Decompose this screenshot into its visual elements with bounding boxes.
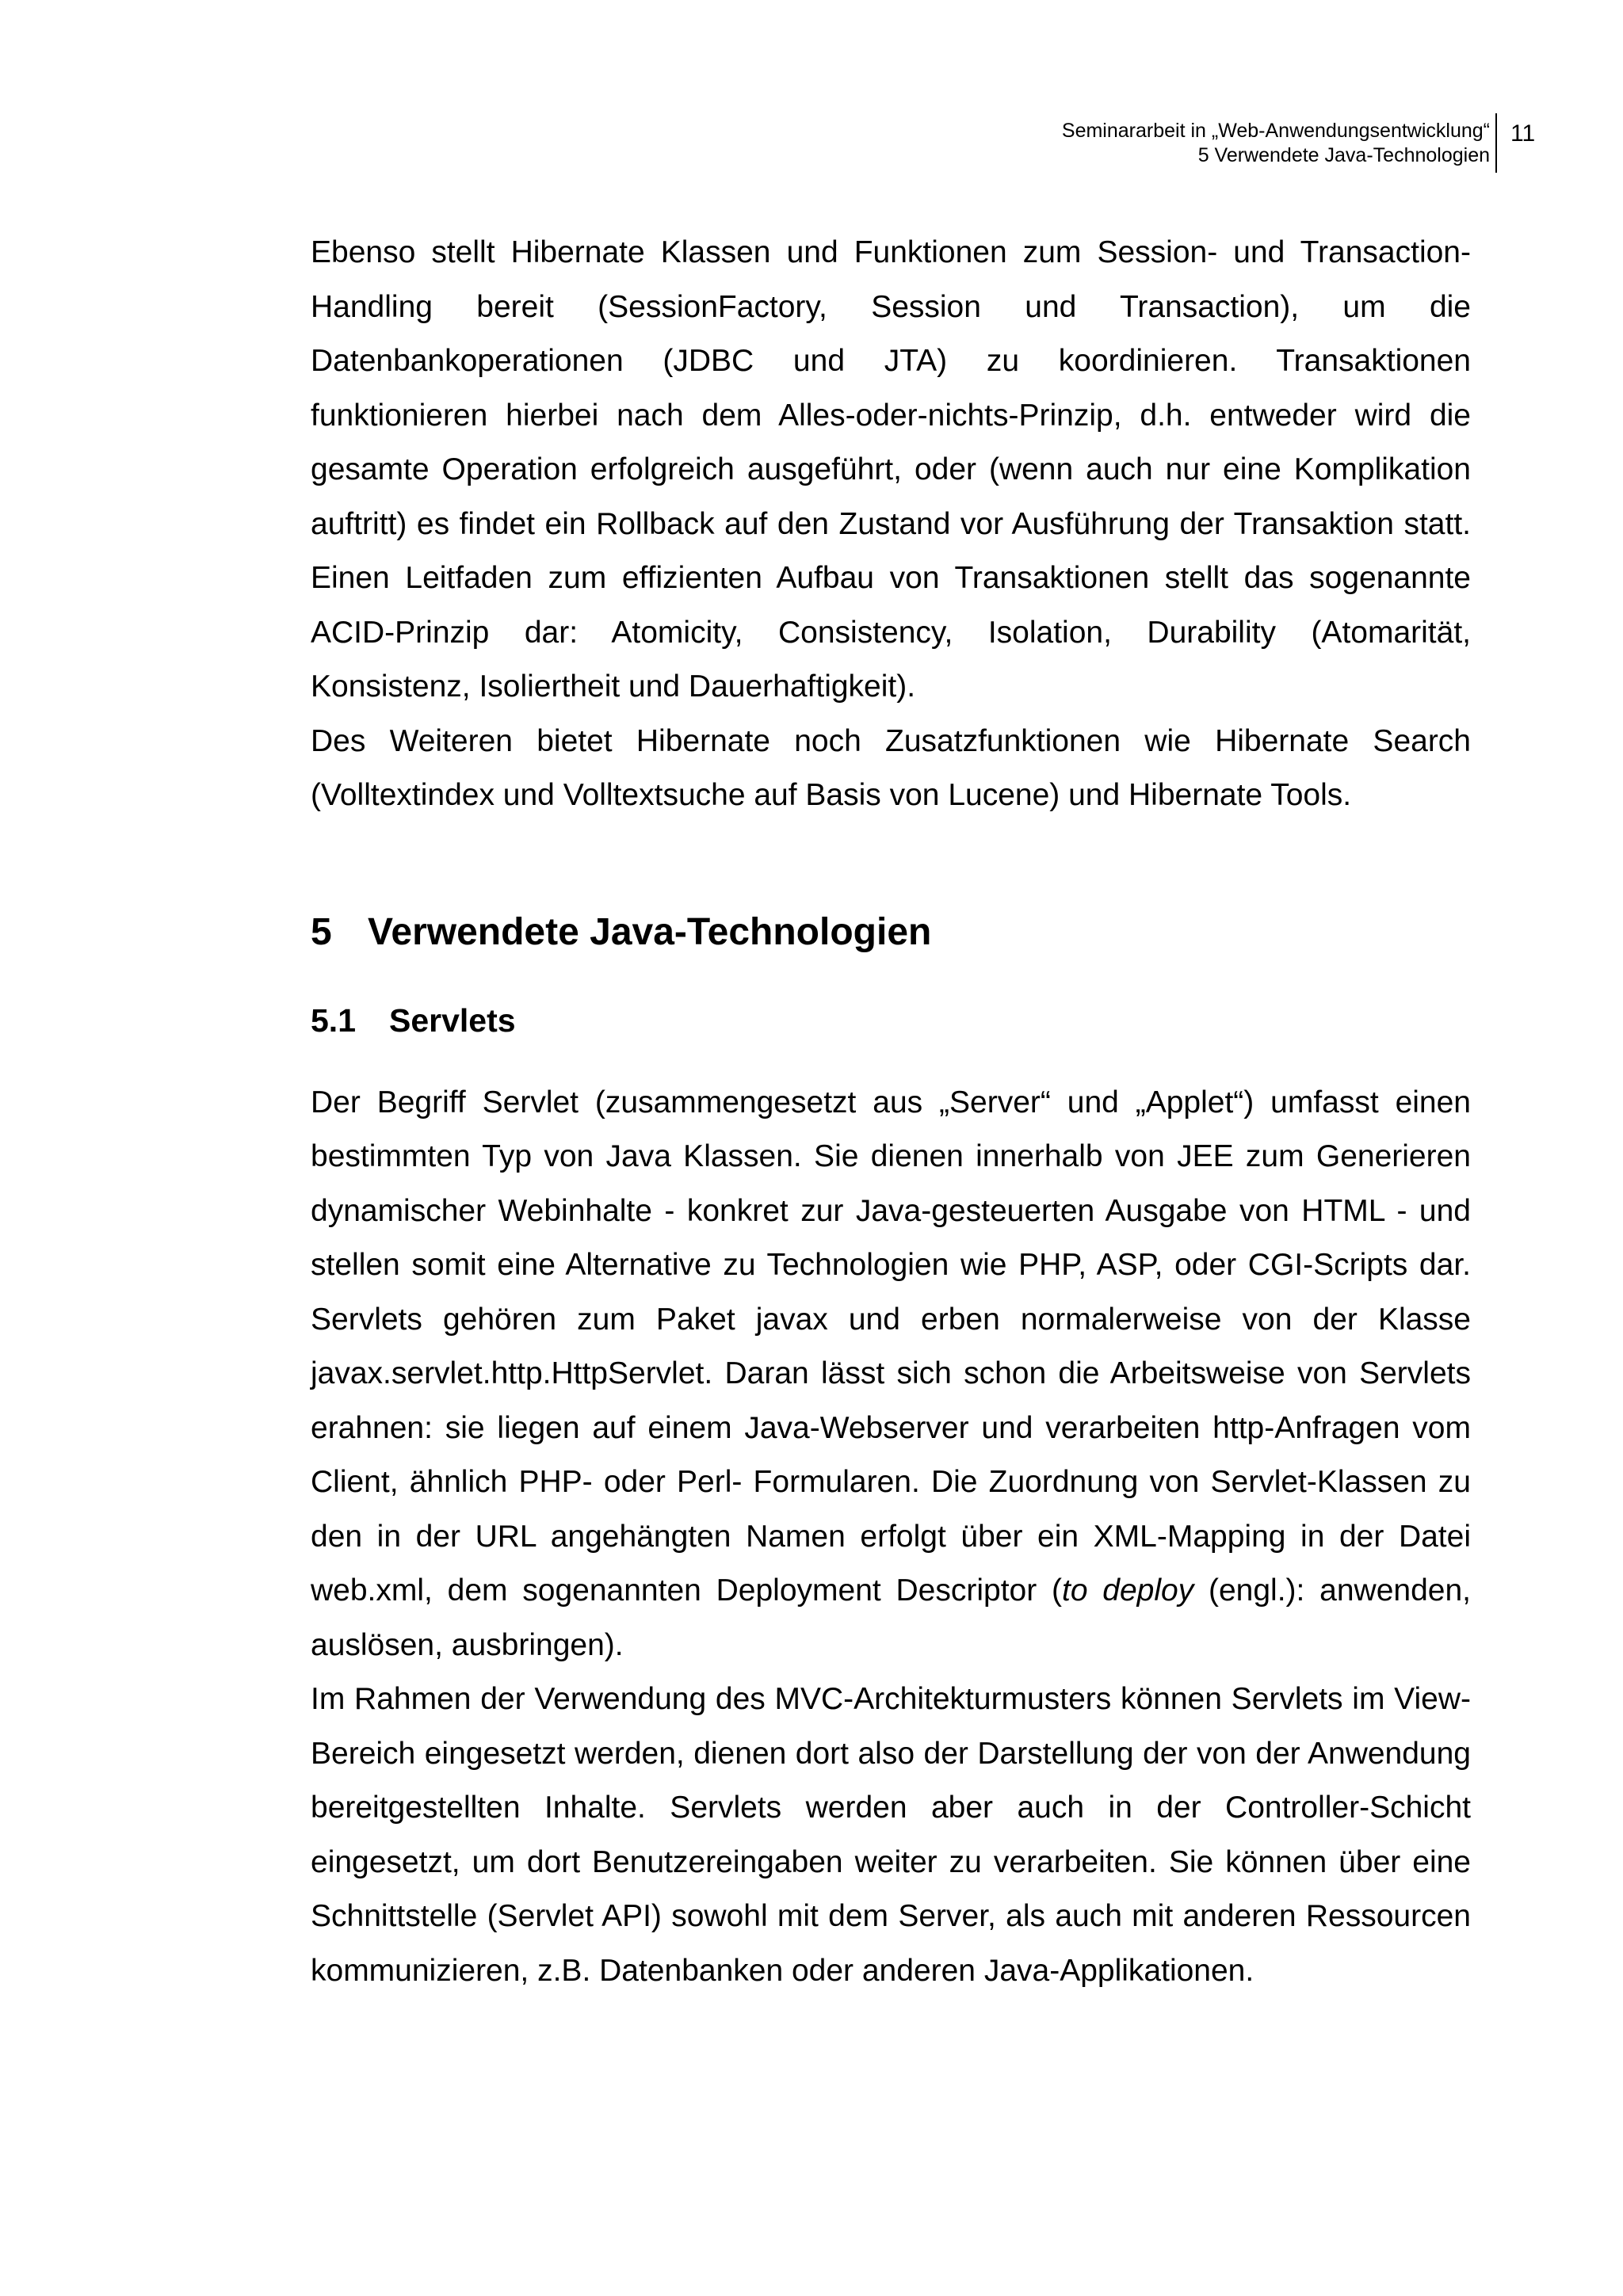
- body-paragraph: Im Rahmen der Verwendung des MVC-Architekturmusters können Servlets im View-Bereich eingesetzt werden, dienen dort also der Darstellung der von der Anwendung bereitgestellten Inhalte. Servlets werden aber auch in der Controller-Schicht eingesetzt, um dort Benutzereingaben weiter zu verarbeiten. Sie können über eine Schnittstelle (Servlet API) sowohl mit dem Server, als auch mit anderen Ressourcen kommunizieren, z.B. Datenbanken oder anderen Java-Applikationen.: [311, 1682, 1471, 1988]
- body-paragraph: [311, 1076, 1471, 1673]
- header-chapter-title: 5 Verwendete Java-Technologien: [1197, 144, 1490, 166]
- section-title: Verwendete Java-Technologien: [368, 910, 932, 953]
- header-divider: [1495, 113, 1497, 173]
- page-number: 11: [1510, 120, 1536, 147]
- paragraph-text: (engl.): anwenden, auslösen, ausbringen).: [311, 1573, 1471, 1662]
- italic-term: to deploy: [1061, 1573, 1194, 1608]
- page-body: [311, 226, 1471, 1998]
- subsection-heading: [311, 1000, 1471, 1041]
- header-document-title: Seminararbeit in „Web-Anwendungsentwicklung“: [1061, 120, 1490, 142]
- subsection-title: Servlets: [389, 1001, 516, 1039]
- body-paragraph: Ebenso stellt Hibernate Klassen und Funktionen zum Session- und Transaction-Handling bereit (SessionFactory, Session und Transaction), um die Datenbankoperationen (JDBC und JTA) zu koordinieren. Transaktionen funktionieren hierbei nach dem Alles-oder-nichts-Prinzip, d.h. entweder wird die gesamte Operation erfolgreich ausgeführt, oder (wenn auch nur eine Komplikation auftritt) es findet ein Rollback auf den Zustand vor Ausführung der Transaktion statt. Einen Leitfaden zum effizienten Aufbau von Transaktionen stellt das sogenannte ACID-Prinzip dar: Atomicity, Consistency, Isolation, Durability (Atomarität, Konsistenz, Isoliertheit und Dauerhaftigkeit).: [311, 235, 1471, 704]
- body-paragraph: Des Weiteren bietet Hibernate noch Zusatzfunktionen wie Hibernate Search (Volltextindex und Volltextsuche auf Basis von Lucene) und Hibernate Tools.: [311, 723, 1471, 812]
- paragraph-text: Der Begriff Servlet (zusammengesetzt aus „Server“ und „Applet“) umfasst einen bestimmten Typ von Java Klassen. Sie dienen innerhalb von JEE zum Generieren dynamischer Webinhalte - konkret zur Java-gesteuerten Ausgabe von HTML - und stellen somit eine Alternative zu Technologien wie PHP, ASP, oder CGI-Scripts dar. Servlets gehören zum Paket javax und erben normalerweise von der Klasse javax.servlet.http.HttpServlet. Daran lässt sich schon die Arbeitsweise von Servlets erahnen: sie liegen auf einem Java-Webserver und verarbeiten http-Anfragen vom Client, ähnlich PHP- oder Perl- Formularen. Die Zuordnung von Servlet-Klassen zu den in der URL angehängten Namen erfolgt über ein XML-Mapping in der Datei web.xml, dem sogenannten Deployment Descriptor (: [311, 1085, 1471, 1608]
- section-number: 5: [311, 910, 332, 953]
- subsection-number: 5.1: [311, 1001, 356, 1039]
- running-header: [792, 119, 1490, 168]
- section-heading: [311, 909, 1471, 956]
